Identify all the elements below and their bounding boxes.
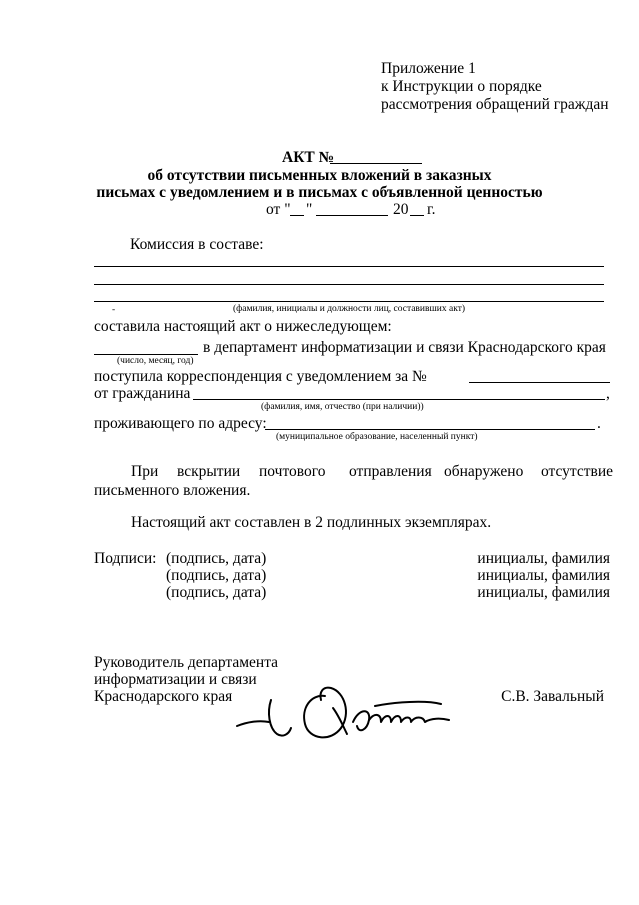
opening-word-5: обнаружено bbox=[444, 463, 524, 480]
date-quote-close: " bbox=[306, 201, 313, 218]
commission-line-2 bbox=[94, 284, 604, 285]
address-field bbox=[265, 429, 595, 430]
signatures-label: Подписи: bbox=[94, 550, 157, 567]
appendix-line-3: рассмотрения обращений граждан bbox=[381, 96, 609, 113]
date-year-field bbox=[410, 215, 424, 216]
title-line-2: об отсутствии письменных вложений в заказных bbox=[147, 167, 492, 184]
date-year-prefix: 20 bbox=[393, 201, 409, 218]
opening-word-3: почтового bbox=[259, 463, 326, 480]
head-title-line-2: информатизации и связи bbox=[94, 671, 257, 688]
act-number-label: АКТ № bbox=[282, 149, 335, 166]
appendix-line-1: Приложение 1 bbox=[381, 60, 476, 77]
commission-caption: (фамилия, инициалы и должности лиц, составивших акт) bbox=[232, 304, 466, 314]
opening-word-2: вскрытии bbox=[177, 463, 241, 480]
signature-sign-2: (подпись, дата) bbox=[166, 567, 267, 584]
address-caption: (муниципальное образование, населенный пункт) bbox=[276, 432, 478, 442]
copies-text: Настоящий акт составлен в 2 подлинных экземплярах. bbox=[131, 514, 492, 531]
date-day-field bbox=[290, 215, 304, 216]
received-date-field bbox=[94, 354, 198, 355]
appendix-line-2: к Инструкции о порядке bbox=[381, 78, 542, 95]
citizen-caption: (фамилия, имя, отчество (при наличии)) bbox=[261, 402, 424, 412]
title-line-3: письмах с уведомлением и в письмах с объявленной ценностью bbox=[96, 184, 543, 201]
signature-sign-1: (подпись, дата) bbox=[166, 550, 267, 567]
head-name: С.В. Завальный bbox=[501, 688, 604, 705]
opening-line-2: письменного вложения. bbox=[94, 482, 251, 499]
act-number-field bbox=[330, 163, 422, 164]
commission-label: Комиссия в составе: bbox=[130, 236, 264, 253]
date-from-label: от " bbox=[266, 201, 291, 218]
received-mail-text: поступила корреспонденция с уведомлением за № bbox=[94, 368, 427, 385]
signature-name-3: инициалы, фамилия bbox=[477, 584, 610, 601]
date-month-field bbox=[316, 215, 388, 216]
date-year-suffix: г. bbox=[427, 201, 436, 218]
signature-sign-3: (подпись, дата) bbox=[166, 584, 267, 601]
head-title-line-3: Краснодарского края bbox=[94, 688, 233, 705]
signature-name-2: инициалы, фамилия bbox=[477, 567, 610, 584]
opening-word-1: При bbox=[131, 463, 159, 480]
commission-line-1 bbox=[94, 266, 604, 267]
made-act-text: составила настоящий акт о нижеследующем: bbox=[94, 318, 392, 335]
commission-dot: - bbox=[112, 305, 116, 315]
commission-line-3 bbox=[94, 301, 604, 302]
date-caption: (число, месяц, год) bbox=[117, 356, 194, 366]
head-title-line-1: Руководитель департамента bbox=[94, 654, 279, 671]
handwritten-signature bbox=[235, 678, 465, 750]
opening-word-4: отправления bbox=[349, 463, 432, 480]
address-label: проживающего по адресу: bbox=[94, 415, 267, 432]
address-period: . bbox=[597, 415, 601, 432]
citizen-name-field bbox=[193, 399, 605, 400]
from-citizen-label: от гражданина bbox=[94, 385, 191, 402]
signature-name-1: инициалы, фамилия bbox=[477, 550, 610, 567]
citizen-comma: , bbox=[606, 385, 610, 402]
mail-number-field bbox=[469, 382, 610, 383]
opening-word-6: отсутствие bbox=[541, 463, 614, 480]
received-in-text: в департамент информатизации и связи Краснодарского края bbox=[203, 339, 606, 356]
